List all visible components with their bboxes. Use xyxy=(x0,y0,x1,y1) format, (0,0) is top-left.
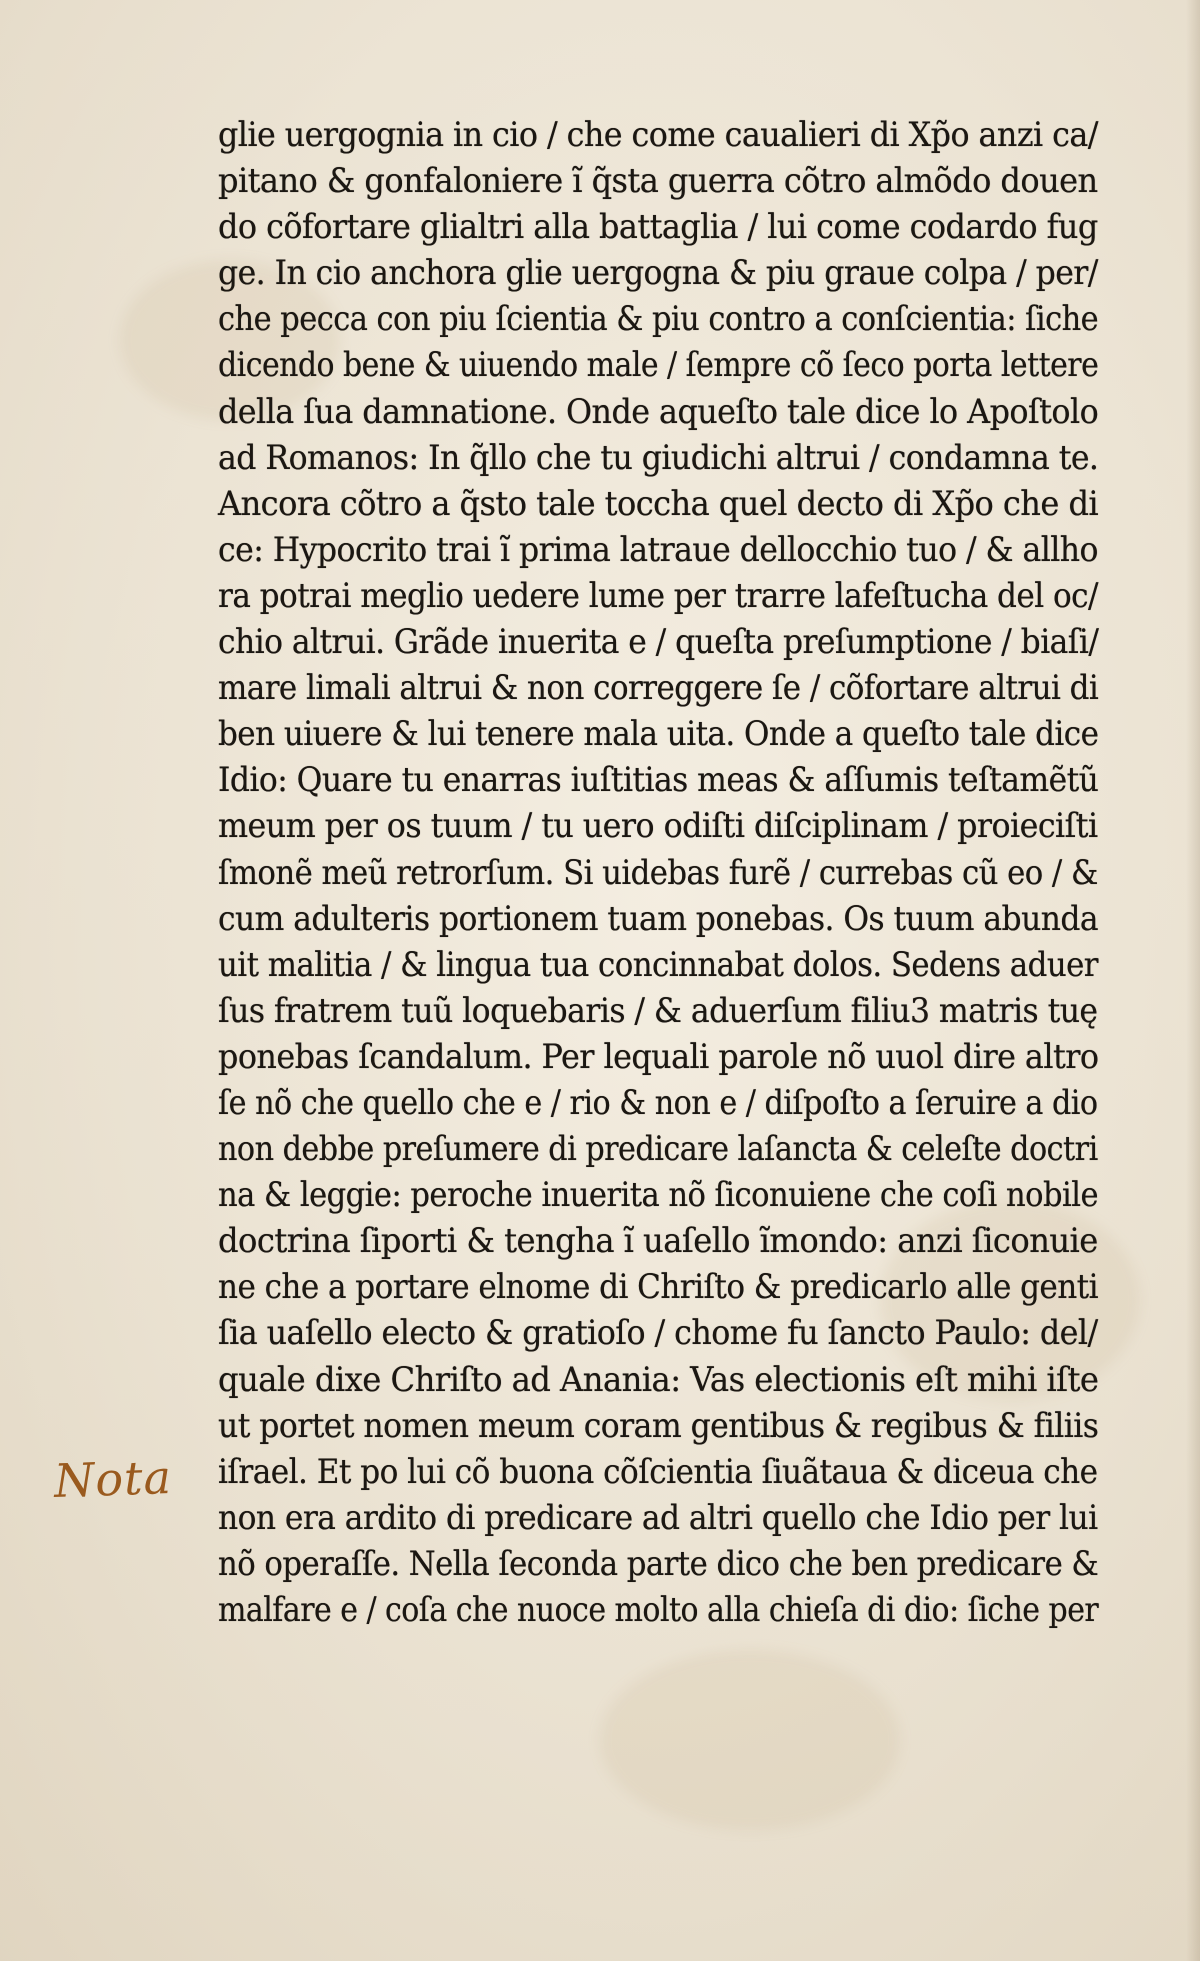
text-line: ra potrai meglio uedere lume per trarre lafeſtucha del oc/ xyxy=(218,575,1098,616)
text-line: Ancora cõtro a q̃sto tale toccha quel decto di Xp̃o che di xyxy=(218,483,1099,524)
text-line: malfare e / coſa che nuoce molto alla chieſa di dio: ſiche per xyxy=(218,1590,1099,1630)
body-text xyxy=(218,112,1098,1633)
text-line: della ſua damnatione. Onde aqueſto tale dice lo Apoſtolo xyxy=(218,391,1099,432)
text-line: non debbe preſumere di predicare laſancta & celeſte doctri xyxy=(218,1129,1098,1170)
text-line: mare limali altrui & non correggere ſe / cõfortare altrui di xyxy=(218,668,1099,709)
text-line: na & leggie: peroche inuerita nõ ſiconuiene che coſi nobile xyxy=(218,1175,1099,1216)
text-line: quale dixe Chriſto ad Anania: Vas electionis eſt mihi iſte xyxy=(218,1359,1099,1400)
text-line: ſia uaſello electo & gratioſo / chome fu ſancto Paulo: del/ xyxy=(218,1313,1098,1354)
text-line: ſmonẽ meũ retrorſum. Si uidebas furẽ / currebas cũ eo / & xyxy=(218,852,1098,893)
text-line: cum adulteris portionem tuam ponebas. Os tuum abunda xyxy=(218,898,1099,939)
text-line: pitano & gonfaloniere ĩ q̃sta guerra cõtro almõdo douen xyxy=(218,161,1098,202)
text-line: ben uiuere & lui tenere mala uita. Onde a queſto tale dice xyxy=(218,714,1099,755)
text-line: doctrina ſiporti & tengha ĩ uaſello ĩmondo: anzi ſiconuie xyxy=(218,1221,1098,1262)
text-line: dicendo bene & uiuendo male / ſempre cõ ſeco porta lettere xyxy=(218,345,1099,386)
text-line: uit malitia / & lingua tua concinnabat dolos. Sedens aduer xyxy=(218,944,1099,985)
text-line: ge. In cio anchora glie uergogna & piu graue colpa / per/ xyxy=(218,253,1098,294)
page-edge-shadow xyxy=(1186,0,1200,1961)
text-line: ſe nõ che quello che e / rio & non e / diſpoſto a ſeruire a dio xyxy=(218,1082,1098,1123)
text-line: che pecca con piu ſcientia & piu contro a conſcientia: ſiche xyxy=(218,299,1099,340)
text-line: ſus fratrem tuũ loquebaris / & aduerſum filiu3 matris tuę xyxy=(218,990,1098,1031)
text-line: meum per os tuum / tu uero odiſti diſciplinam / proieciſti xyxy=(218,806,1098,847)
text-line: chio altrui. Grãde inuerita e / queſta preſumptione / biaſi/ xyxy=(218,622,1099,663)
text-line: ponebas ſcandalum. Per lequali parole nõ uuol dire altro xyxy=(218,1036,1099,1077)
marginal-note: Nota xyxy=(53,1449,173,1509)
text-line: nõ operaſſe. Nella ſeconda parte dico che ben predicare & xyxy=(218,1543,1099,1584)
text-line: do cõfortare glialtri alla battaglia / lui come codardo fug xyxy=(218,207,1098,248)
text-line: Idio: Quare tu enarras iuſtitias meas & aſſumis teſtamẽtũ xyxy=(218,760,1099,801)
text-line: non era ardito di predicare ad altri quello che Idio per lui xyxy=(218,1497,1098,1538)
paper-stain xyxy=(600,1650,900,1830)
text-line: ne che a portare elnome di Chriſto & predicarlo alle genti xyxy=(218,1267,1098,1308)
text-line: ad Romanos: In q̃llo che tu giudichi altrui / condamna te. xyxy=(218,437,1099,478)
text-line: ce: Hypocrito trai ĩ prima latraue dellocchio tuo / & allho xyxy=(218,529,1098,570)
text-line: iſrael. Et po lui cõ buona cõſcientia ſiuãtaua & diceua che xyxy=(218,1451,1098,1492)
text-line: glie uergognia in cio / che come caualieri di Xp̃o anzi ca/ xyxy=(218,115,1098,155)
text-line: ut portet nomen meum coram gentibus & regibus & filiis xyxy=(218,1405,1099,1446)
